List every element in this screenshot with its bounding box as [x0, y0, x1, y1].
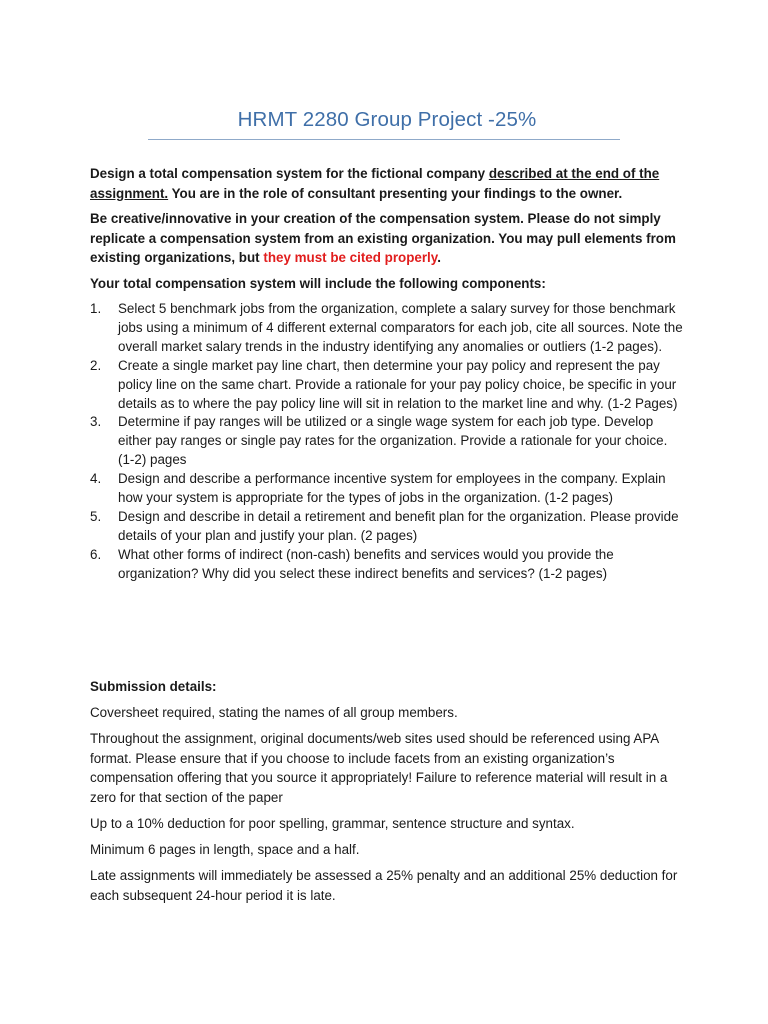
list-text: Create a single market pay line chart, then determine your pay policy and represent the pay policy line on the same chart. Provide a rationale for your pay policy choice, be specific in your details as to where the pay policy line will sit in relation to the market line and why. (1-2 Pages) — [118, 357, 678, 411]
list-text: Design and describe a performance incentive system for employees in the company. Explain how your system is appropriate for the types of jobs in the organization. (1-2 pages) — [118, 471, 666, 506]
references-text: Throughout the assignment, original documents/web sites used should be referenced using APA format. Please ensure that if you choose to include facets from an existing organization’s compensation offering that you source it appropriately! Failure to reference material will result in a zero for that section of the paper — [90, 731, 668, 805]
submission-heading: Submission details: — [90, 679, 217, 694]
list-item — [90, 546, 684, 584]
late-text: Late assignments will immediately be assessed a 25% penalty and an additional 25% deduction for each subsequent 24-hour period it is late. — [90, 868, 678, 903]
list-text: Select 5 benchmark jobs from the organization, complete a salary survey for those benchmark jobs using a minimum of 4 different external comparators for each job, cite all sources. Note the overall market salary trends in the industry identifying any anomalies or outliers (1-2 pages). — [118, 301, 683, 354]
coversheet-text: Coversheet required, stating the names of all group members. — [90, 705, 458, 720]
list-number: 4. — [90, 471, 102, 487]
title-underline — [148, 139, 620, 140]
components-heading: Your total compensation system will include the following components: — [90, 276, 546, 291]
deduction-text: Up to a 10% deduction for poor spelling, grammar, sentence structure and syntax. — [90, 816, 575, 831]
intro-paragraph — [90, 164, 684, 203]
list-number: 2. — [90, 357, 102, 373]
list-item — [90, 470, 684, 508]
list-number: 3. — [90, 414, 102, 430]
list-item — [90, 357, 684, 414]
list-item — [90, 508, 684, 546]
list-item — [90, 300, 684, 357]
list-text: Design and describe in detail a retirement and benefit plan for the organization. Please provide details of your plan and justify your plan. (2 pages) — [118, 508, 679, 543]
length-text: Minimum 6 pages in length, space and a half. — [90, 842, 360, 857]
intro-lead: Design a total compensation system for the fictional company — [90, 166, 489, 181]
list-text: What other forms of indirect (non-cash) benefits and services would you provide the organization? Why did you select these indirect benefits and services? (1-2 pages) — [118, 546, 614, 581]
creative-text: Be creative/innovative in your creation of the compensation system. Please do not simply replicate a compensation system from an existing organization. You may pull elements from existing organizations, but — [90, 211, 676, 265]
list-number: 5. — [90, 508, 102, 524]
intro-link: described at the end of the assignment. — [90, 166, 660, 201]
creative-paragraph — [90, 209, 684, 268]
creative-end: . — [437, 250, 441, 265]
page-title: HRMT 2280 Group Project -25% — [237, 108, 537, 131]
cite-warning: they must be cited properly — [263, 250, 438, 265]
list-number: 1. — [90, 301, 102, 316]
list-number: 6. — [90, 546, 102, 562]
list-item — [90, 413, 684, 470]
intro-rest: You are in the role of consultant presenting your findings to the owner. — [168, 185, 623, 201]
list-text: Determine if pay ranges will be utilized or a single wage system for each job type. Develop either pay ranges or single pay rates for the organization. Provide a rationale for your choice. (1-2) pages — [118, 414, 668, 468]
components-list — [90, 300, 684, 584]
